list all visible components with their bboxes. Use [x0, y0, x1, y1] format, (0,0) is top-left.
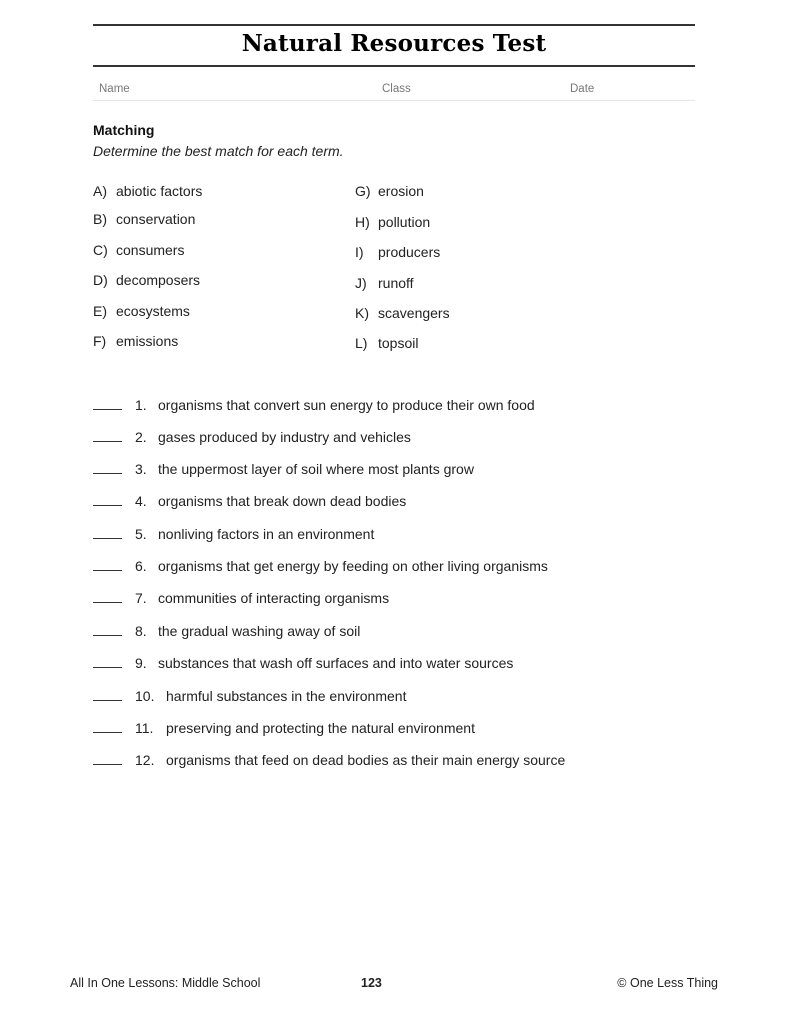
question-item: 11. preserving and protecting the natural environment [93, 720, 475, 736]
term-item: K) scavengers [355, 305, 450, 321]
date-field-label[interactable]: Date [570, 83, 595, 95]
term-item: F) emissions [93, 333, 179, 349]
name-field-label[interactable]: Name [99, 83, 130, 95]
term-item: C) consumers [93, 242, 185, 258]
question-item: 12. organisms that feed on dead bodies as their main energy source [93, 752, 565, 768]
term-item: I) producers [355, 244, 441, 260]
title-rule-top [93, 24, 695, 26]
question-item: 3. the uppermost layer of soil where most plants grow [93, 461, 474, 477]
question-item: 9. substances that wash off surfaces and into water sources [93, 655, 513, 671]
term-item: A) abiotic factors [93, 183, 203, 199]
page-number: 123 [361, 976, 382, 990]
answer-blank[interactable] [93, 560, 122, 571]
section-title: Matching [93, 122, 155, 138]
answer-blank[interactable] [93, 592, 122, 603]
answer-blank[interactable] [93, 399, 122, 410]
question-item: 1. organisms that convert sun energy to produce their own food [93, 397, 535, 413]
answer-blank[interactable] [93, 625, 122, 636]
question-item: 8. the gradual washing away of soil [93, 623, 360, 639]
term-item: D) decomposers [93, 272, 201, 288]
term-item: E) ecosystems [93, 303, 190, 319]
term-item: G) erosion [355, 183, 424, 199]
answer-blank[interactable] [93, 431, 122, 442]
question-item: 2. gases produced by industry and vehicles [93, 429, 411, 445]
question-item: 5. nonliving factors in an environment [93, 526, 374, 542]
question-item: 10. harmful substances in the environment [93, 688, 406, 704]
question-item: 6. organisms that get energy by feeding on other living organisms [93, 558, 548, 574]
class-field-label[interactable]: Class [382, 83, 411, 95]
title-rule-bottom [93, 65, 695, 67]
page-title: Natural Resources Test [241, 30, 547, 57]
answer-blank[interactable] [93, 495, 122, 506]
answer-blank[interactable] [93, 657, 122, 668]
question-item: 4. organisms that break down dead bodies [93, 493, 406, 509]
answer-blank[interactable] [93, 528, 122, 539]
term-item: B) conservation [93, 211, 196, 227]
term-item: J) runoff [355, 275, 414, 291]
term-item: L) topsoil [355, 335, 419, 351]
footer-book-title: All In One Lessons: Middle School [70, 976, 261, 990]
term-item: H) pollution [355, 214, 431, 230]
section-instructions: Determine the best match for each term. [93, 143, 344, 159]
footer-copyright: © One Less Thing [617, 976, 718, 990]
answer-blank[interactable] [93, 463, 122, 474]
answer-blank[interactable] [93, 754, 122, 765]
answer-blank[interactable] [93, 690, 122, 701]
question-item: 7. communities of interacting organisms [93, 590, 389, 606]
student-info-row [93, 82, 695, 101]
answer-blank[interactable] [93, 722, 122, 733]
